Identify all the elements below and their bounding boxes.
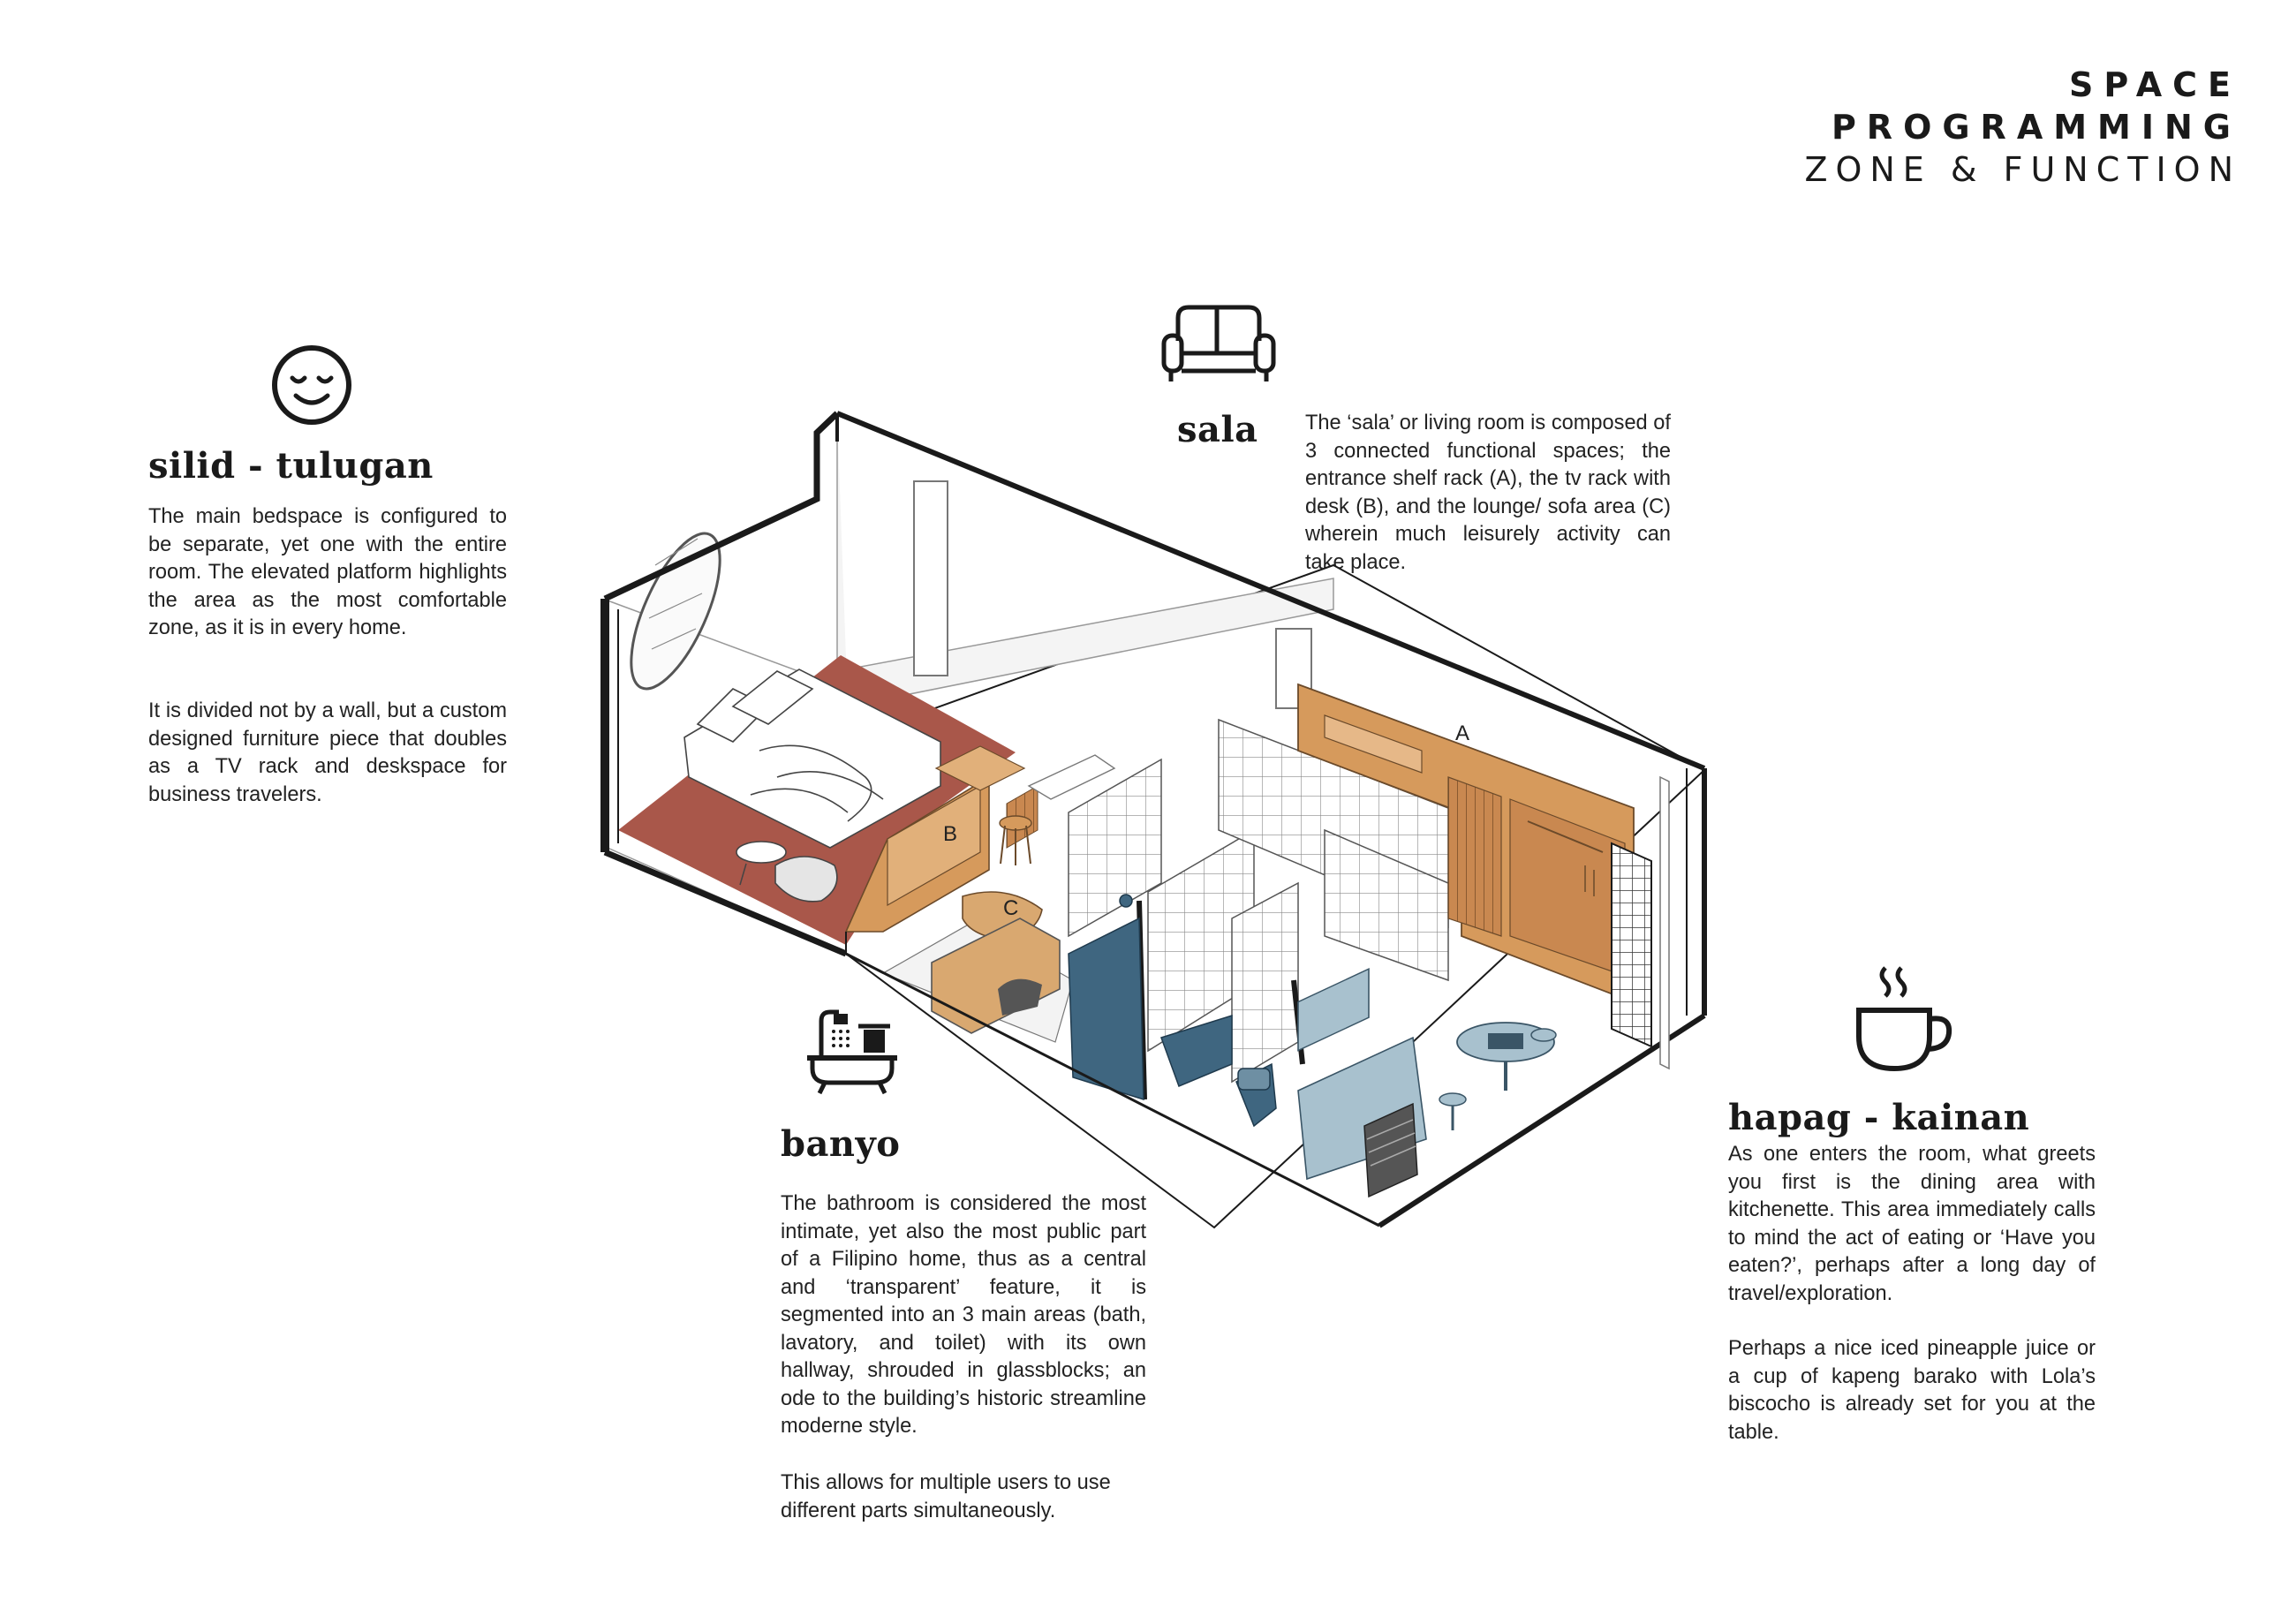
- column: [914, 481, 948, 676]
- hapag-paragraph-1: As one enters the room, what greets you first is the dining area with kitchenette. This area immediately calls to mind the act of eating or ‘Have you eaten?’, perhaps after a long day of travel/exploration.: [1728, 1143, 2096, 1305]
- hapag-paragraph-2: Perhaps a nice iced pineapple juice or a cup of kapeng barako with Lola’s biscocho is already set for you at the table.: [1728, 1337, 2096, 1444]
- banyo-paragraph-1: The bathroom is considered the most intimate, yet also the most public part of a Filipino home, thus as a central and ‘transparent’ feature, it is segmented into an 3 main areas (bath, lavatory, and toilet) with its own hallway, shrouded in glassblocks; an ode to the building’s historic streamline moderne style.: [781, 1192, 1146, 1438]
- label-b: B: [943, 822, 958, 846]
- hapag-heading: hapag - kainan: [1728, 1097, 2030, 1138]
- lattice-screen: [1612, 843, 1651, 1046]
- silid-heading: silid - tulugan: [148, 445, 434, 487]
- title-line-3: ZONE & FUNCTION: [1804, 150, 2241, 189]
- title-line-2: PROGRAMMING: [1831, 108, 2241, 147]
- dining-stool: [1439, 1093, 1466, 1106]
- label-c: C: [1003, 896, 1019, 920]
- sala-paragraph: The ‘sala’ or living room is composed of 3 connected functional spaces; the entrance shelf rack (A), the tv rack with desk (B), and the lounge/ sofa area (C) wherein much leisurely activity can take place.: [1305, 412, 1671, 574]
- banyo-paragraph-2: This allows for multiple users to use different parts simultaneously.: [781, 1471, 1111, 1522]
- ottoman: [736, 842, 786, 863]
- silid-paragraph-1: The main bedspace is configured to be separate, yet one with the entire room. The elevated platform highlights the area as the most comfortable zone, as it is in every home.: [148, 505, 507, 639]
- banyo-heading: banyo: [781, 1123, 901, 1165]
- title-line-1: SPACE: [2069, 65, 2241, 104]
- silid-paragraph-2: It is divided not by a wall, but a custom designed furniture piece that doubles as a TV rack and deskspace for business travelers.: [148, 699, 507, 806]
- sala-heading: sala: [1177, 409, 1258, 450]
- label-a: A: [1455, 721, 1470, 745]
